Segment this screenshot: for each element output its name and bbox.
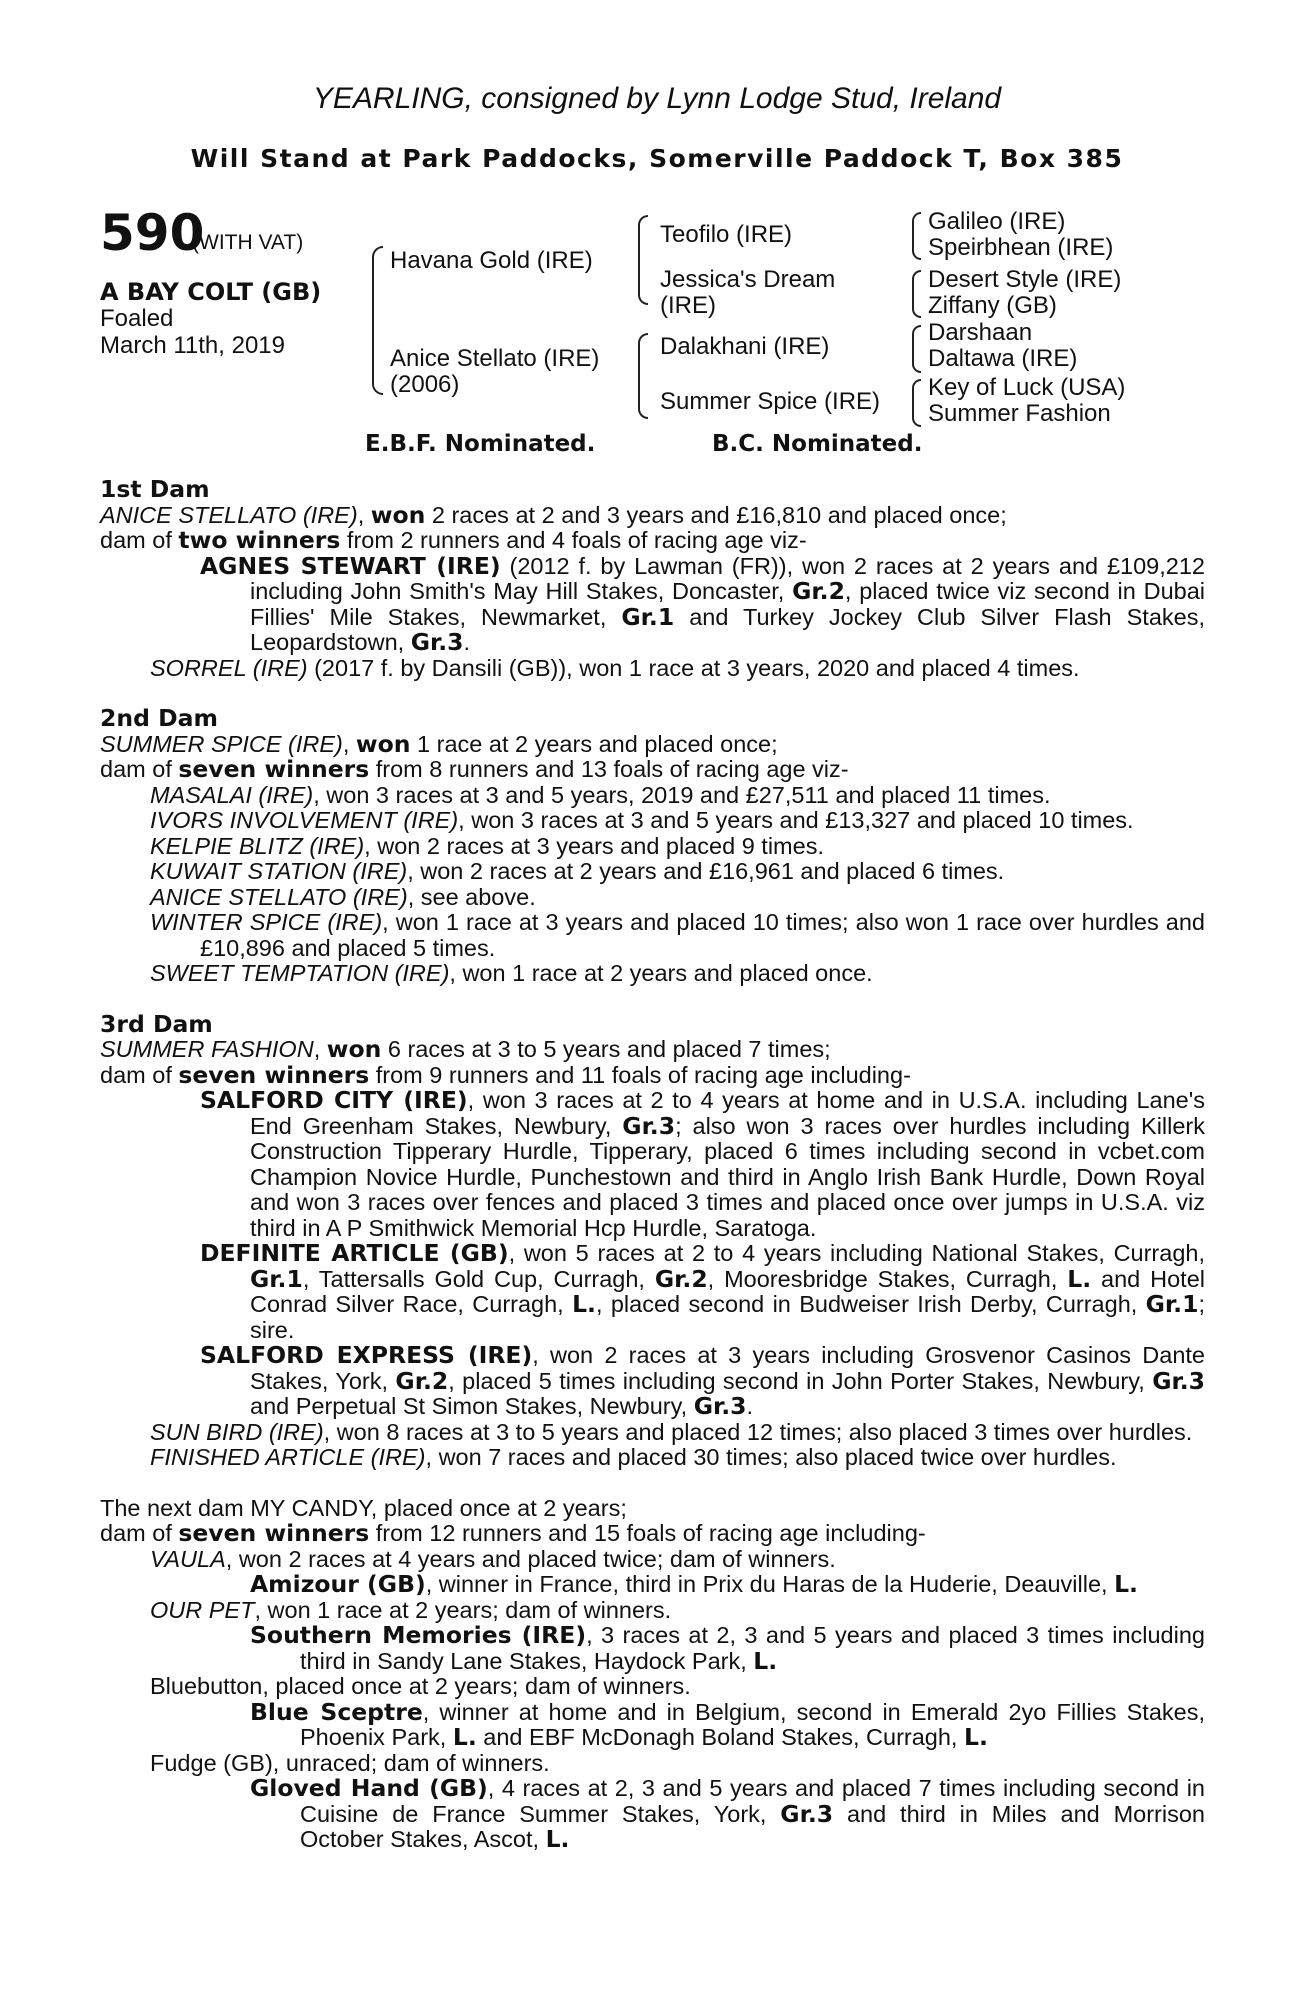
text-run: , placed twice viz second in Dubai Fillies' Mile Stakes, Newmarket, (250, 578, 1206, 630)
text-run: dam of (100, 527, 179, 553)
italic-run: MASALAI (IRE) (150, 781, 314, 808)
second-dam-offspring (150, 909, 1205, 961)
text-run: , 3 races at 2, 3 and 5 years and placed 3 times including third in Sandy Lane Stakes, Haydock Park, (300, 1622, 1205, 1674)
text-run: dam of (100, 1061, 179, 1088)
bold-run: seven winners (178, 1060, 370, 1089)
text-run: ; also won 3 races over hurdles including Killerk Construction Tipperary Hurdle, Tipperary, placed 6 times including second in vcbet.com Champion Novice Hurdle, Punchestown and third in Anglo Irish Bank Hurdle, Down Royal and won 3 races over fences and placed 3 times and placed once over jumps in U.S.A. viz third in A P Smithwick Memorial Hcp Hurdle, Saratoga. (250, 1112, 1205, 1241)
text-run: 1 race at 2 years and placed once; (410, 730, 778, 757)
foaled-label: Foaled (100, 305, 174, 332)
text-run: from 12 runners and 15 foals of racing age including- (369, 1520, 926, 1546)
stand-location: Will Stand at Park Paddocks, Somerville Paddock T, Box 385 (190, 144, 1124, 173)
first-dam-offspring (200, 551, 1206, 656)
second-dam-offspring (150, 883, 1205, 911)
bold-run: Gr.3 (410, 628, 464, 656)
text-run: , Mooresbridge Stakes, Curragh, (707, 1265, 1068, 1292)
third-dam-heading: 3rd Dam (100, 1009, 213, 1038)
pedigree-gen3-daltawa: Daltawa (IRE) (928, 345, 1078, 372)
next-dam-grand-offspring (250, 1697, 1205, 1751)
pedigree-notes (100, 477, 1205, 1853)
next-dam-grand-offspring (250, 1570, 1205, 1598)
bold-run: L. (964, 1723, 988, 1751)
bold-run: Southern Memories (IRE) (250, 1621, 587, 1649)
second-dam-heading: 2nd Dam (100, 704, 218, 732)
vat-note: (WITH VAT) (192, 231, 304, 254)
text-run: ; sire. (250, 1291, 1205, 1343)
lot-name: A BAY COLT (GB) (100, 278, 322, 306)
bold-run: seven winners (178, 755, 370, 783)
text-run: dam of (100, 756, 179, 782)
text-run: from 9 runners and 11 foals of racing age including- (369, 1061, 911, 1088)
text-run: , (357, 501, 371, 528)
italic-run: VAULA (150, 1545, 226, 1572)
pedigree-sire-dam-country: (IRE) (660, 292, 716, 319)
pedigree-sire-sire: Teofilo (IRE) (660, 221, 793, 248)
bold-run: Gloved Hand (GB) (250, 1774, 488, 1802)
bold-run: Gr.2 (654, 1264, 708, 1293)
pedigree-sire: Havana Gold (IRE) (390, 247, 593, 274)
bold-run: seven winners (178, 1519, 370, 1547)
italic-run: KUWAIT STATION (IRE) (150, 858, 408, 884)
bold-run: Gr.1 (1145, 1290, 1199, 1318)
italic-run: SUN BIRD (IRE) (150, 1418, 324, 1445)
bold-run: L. (572, 1290, 596, 1318)
text-run: , won 1 race at 2 years and placed once. (449, 960, 873, 986)
bold-run: L. (1114, 1570, 1138, 1598)
text-run: , won 5 races at 2 to 4 years including National Stakes, Curragh, (508, 1240, 1205, 1266)
text-run: , won 2 races at 3 years including Grosvenor Casinos Dante Stakes, York, (250, 1342, 1205, 1394)
bold-run: SALFORD CITY (IRE) (200, 1086, 468, 1114)
next-dam-grand-offspring (250, 1621, 1205, 1675)
bold-run: Gr.3 (1152, 1366, 1205, 1395)
first-dam-offspring (150, 654, 1205, 682)
text-run: , won 2 races at 2 years and £16,961 and placed 6 times. (407, 858, 1005, 884)
bold-run: Amizour (GB) (250, 1570, 426, 1598)
text-run: , won 2 races at 4 years and placed twice; dam of winners. (225, 1545, 836, 1572)
text-run: and Hotel Conrad Silver Race, Curragh, (250, 1265, 1205, 1317)
third-dam-offspring (200, 1341, 1205, 1420)
next-dam-grand-offspring (250, 1774, 1205, 1853)
pedigree-dam-dam: Summer Spice (IRE) (660, 388, 881, 415)
pedigree-gen3-darshaan: Darshaan (928, 319, 1033, 346)
ebf-nominated: E.B.F. Nominated. (365, 431, 596, 457)
first-dam-section (100, 477, 1205, 681)
third-dam-offspring (200, 1239, 1205, 1343)
pedigree-sire-dam: Jessica's Dream (660, 266, 836, 293)
second-dam-offspring (150, 781, 1205, 809)
bold-run: two winners (178, 526, 341, 554)
bold-run: Gr.3 (780, 1799, 834, 1828)
text-run: . (746, 1393, 754, 1419)
third-dam-section (100, 1009, 1205, 1471)
pedigree-gen3-galileo: Galileo (IRE) (928, 208, 1066, 235)
italic-run: WINTER SPICE (IRE) (150, 909, 383, 935)
italic-run: SORREL (IRE) (150, 654, 308, 681)
next-dam-daughter (150, 1673, 1205, 1700)
italic-run: IVORS INVOLVEMENT (IRE) (150, 807, 459, 833)
italic-run: ANICE STELLATO (IRE) (150, 883, 408, 910)
text-run: , won 8 races at 3 to 5 years and placed 12 times; also placed 3 times over hurdles. (323, 1418, 1193, 1445)
text-run: , won 1 race at 2 years; dam of winners. (254, 1596, 672, 1623)
bold-run: Gr.2 (792, 577, 845, 605)
text-run: and Perpetual St Simon Stakes, Newbury, (250, 1393, 694, 1419)
italic-run: SWEET TEMPTATION (IRE) (150, 960, 450, 986)
text-run: and Turkey Jockey Club Silver Flash Stakes, Leopardstown, (250, 603, 1205, 655)
pedigree-brace-main (372, 246, 383, 395)
third-dam-offspring (200, 1086, 1205, 1241)
next-dam-section (100, 1496, 1205, 1853)
third-dam-offspring (150, 1418, 1205, 1446)
second-dam-section (100, 706, 1205, 987)
text-run: 2 races at 2 and 3 years and £16,810 and placed once; (425, 501, 1007, 528)
text-run: and third in Miles and Morrison October Stakes, Ascot, (300, 1800, 1205, 1852)
text-run: Bluebutton, placed once at 2 years; dam of winners. (150, 1673, 691, 1699)
bold-run: Gr.2 (395, 1366, 449, 1395)
second-dam-intro (100, 729, 1205, 758)
text-run: , (342, 730, 356, 757)
text-run: , won 3 races at 2 to 4 years at home and in U.S.A. including Lane's End Greenham Stakes, Newbury, (250, 1087, 1205, 1139)
text-run: , winner in France, third in Prix du Haras de la Huderie, Deauville, (425, 1571, 1115, 1597)
bold-run: Blue Sceptre (250, 1697, 423, 1726)
italic-run: OUR PET (150, 1596, 255, 1623)
text-run: , placed 5 times including second in John Porter Stakes, Newbury, (448, 1367, 1153, 1394)
bold-run: Gr.3 (622, 1111, 676, 1140)
bold-run: Gr.1 (621, 602, 675, 631)
text-run: from 2 runners and 4 foals of racing age viz- (340, 527, 807, 553)
text-run: , won 3 races at 3 and 5 years, 2019 and £27,511 and placed 11 times. (313, 781, 1051, 808)
second-dam-offspring (150, 832, 1205, 860)
pedigree-brace-dam (638, 333, 648, 419)
bc-nominated: B.C. Nominated. (712, 431, 923, 457)
third-dam-intro (100, 1037, 1205, 1063)
text-run: dam of (100, 1520, 179, 1546)
second-dam-produce (100, 757, 1205, 783)
italic-run: FINISHED ARTICLE (IRE) (150, 1444, 426, 1470)
pedigree-gen3-key-of-luck: Key of Luck (USA) (928, 374, 1126, 401)
bold-run: won (326, 1035, 382, 1063)
text-run: and EBF McDonagh Boland Stakes, Curragh, (476, 1724, 964, 1750)
text-run: , see above. (407, 883, 536, 910)
text-run: The next dam MY CANDY, placed once at 2 years; (100, 1494, 627, 1521)
bold-run: L. (545, 1825, 570, 1853)
text-run: , winner at home and in Belgium, second in Emerald 2yo Fillies Stakes, Phoenix Park, (300, 1698, 1205, 1750)
first-dam-intro (100, 500, 1205, 529)
pedigree-gen3-desert-style: Desert Style (IRE) (928, 266, 1122, 293)
text-run: , Tattersalls Gold Cup, Curragh, (302, 1265, 655, 1292)
text-run: , won 1 race at 3 years and placed 10 times; also won 1 race over hurdles and £10,896 and placed 5 times. (200, 909, 1205, 961)
text-run: Fudge (GB), unraced; dam of winners. (150, 1749, 550, 1776)
text-run: (2017 f. by Dansili (GB)), won 1 race at 3 years, 2020 and placed 4 times. (307, 654, 1080, 681)
pedigree-gen3-ziffany: Ziffany (GB) (928, 292, 1057, 319)
next-dam-daughter (150, 1545, 1205, 1573)
bold-run: L. (753, 1646, 778, 1675)
first-dam-heading: 1st Dam (100, 475, 210, 503)
text-run: , (313, 1036, 327, 1062)
text-run: , won 7 races and placed 30 times; also placed twice over hurdles. (425, 1444, 1117, 1470)
pedigree-brace-gen3-2 (912, 270, 921, 318)
next-dam-daughter (150, 1596, 1205, 1624)
third-dam-offspring (150, 1444, 1205, 1471)
italic-run: ANICE STELLATO (IRE) (100, 501, 358, 528)
bold-run: Gr.1 (250, 1264, 303, 1293)
text-run: , placed second in Budweiser Irish Derby, Curragh, (595, 1291, 1146, 1317)
pedigree-dam-year: (2006) (390, 371, 460, 398)
pedigree-brace-gen3-1 (912, 212, 921, 260)
pedigree-gen3-speirbhean: Speirbhean (IRE) (928, 234, 1114, 261)
pedigree-brace-gen3-4 (912, 379, 921, 427)
bold-run: AGNES STEWART (IRE) (200, 551, 501, 580)
bold-run: won (355, 729, 411, 758)
bold-run: won (370, 500, 426, 529)
pedigree-gen3-summer-fashion: Summer Fashion (928, 400, 1111, 427)
italic-run: SUMMER SPICE (IRE) (100, 730, 343, 757)
second-dam-offspring (150, 960, 1205, 987)
pedigree-brace-sire (638, 215, 648, 305)
text-run: from 8 runners and 13 foals of racing age viz- (369, 756, 849, 782)
pedigree-dam: Anice Stellato (IRE) (390, 345, 600, 372)
pedigree-dam-sire: Dalakhani (IRE) (660, 333, 830, 360)
lot-number: 590 (100, 204, 205, 262)
first-dam-produce (100, 528, 1205, 554)
bold-run: Gr.3 (693, 1392, 747, 1420)
pedigree-brace-gen3-3 (912, 325, 921, 373)
text-run: , won 2 races at 3 years and placed 9 times. (364, 832, 824, 859)
text-run: , won 3 races at 3 and 5 years and £13,327 and placed 10 times. (458, 807, 1134, 833)
italic-run: KELPIE BLITZ (IRE) (150, 832, 365, 859)
second-dam-offspring (150, 858, 1205, 885)
page-subtitle: YEARLING, consigned by Lynn Lodge Stud, Ireland (312, 82, 1002, 115)
text-run: (2012 f. by Lawman (FR)), won 2 races at 2 years and £109,212 including John Smith's May Hill Stakes, Doncaster, (250, 552, 1205, 604)
text-run: 6 races at 3 to 5 years and placed 7 times; (381, 1036, 831, 1062)
next-dam-daughter (150, 1749, 1205, 1777)
next-dam-intro (100, 1496, 1205, 1522)
foaled-date: March 11th, 2019 (100, 332, 286, 359)
text-run: , 4 races at 2, 3 and 5 years and placed 7 times including second in Cuisine de France Summer Stakes, York, (300, 1775, 1205, 1827)
bold-run: L. (1067, 1264, 1092, 1293)
italic-run: SUMMER FASHION (100, 1036, 314, 1062)
bold-run: DEFINITE ARTICLE (GB) (200, 1239, 509, 1267)
bold-run: SALFORD EXPRESS (IRE) (200, 1341, 533, 1369)
text-run: . (463, 629, 471, 655)
next-dam-produce (100, 1521, 1205, 1547)
bold-run: L. (452, 1723, 477, 1751)
second-dam-offspring (150, 807, 1205, 834)
third-dam-produce (100, 1060, 1205, 1089)
